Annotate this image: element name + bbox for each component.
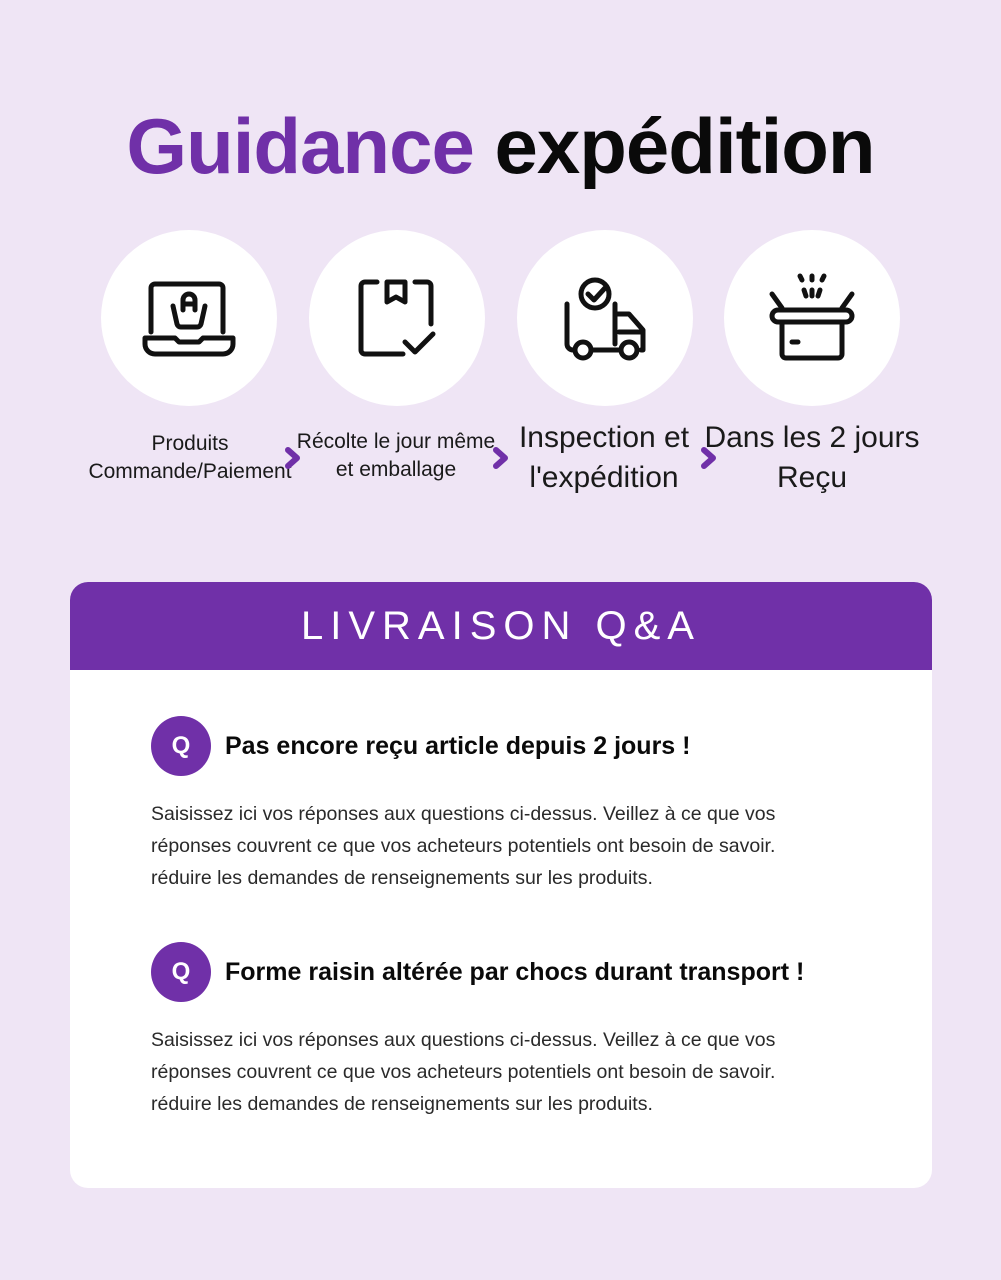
chevron-right-icon [284,447,302,469]
question-row [151,942,851,1002]
qa-item-1 [151,716,851,894]
step-2-label [285,428,507,484]
step-1-line-1: Produits [151,432,229,455]
step-3-label [504,418,704,498]
step-4-circle [724,230,900,406]
step-2-line-1: Récolte le jour même [296,430,496,453]
qa-item-2 [151,942,851,1120]
question-text: Forme raisin altérée par chocs durant transport ! [225,957,805,986]
package-check-icon [349,270,445,366]
delivery-truck-check-icon [557,270,653,366]
step-4-line-1: Dans les 2 jours [704,421,920,454]
step-4-line-2: Reçu [776,461,848,494]
answer-line: réponses couvrent ce que vos acheteurs potentiels ont besoin de savoir. [151,1061,776,1083]
chevron-right-icon [700,447,718,469]
qa-card [70,582,932,1188]
step-2-circle [309,230,485,406]
step-3-line-2: l'expédition [529,461,679,494]
answer-line: Saisissez ici vos réponses aux questions ci-dessus. Veillez à ce que vos [151,1029,776,1051]
question-row [151,716,851,776]
q-badge: Q [151,716,211,776]
question-text: Pas encore reçu article depuis 2 jours ! [225,731,691,760]
chevron-right-icon [492,447,510,469]
step-4-label [700,418,924,498]
answer-line: réduire les demandes de renseignements sur les produits. [151,1093,653,1115]
answer-text [151,798,851,894]
laptop-shopping-bag-icon [141,270,237,366]
title-accent: Guidance [126,102,474,190]
step-1-label [79,430,301,486]
step-1-circle [101,230,277,406]
step-2-line-2: et emballage [335,458,457,481]
page-title [0,98,1001,194]
answer-line: Saisissez ici vos réponses aux questions ci-dessus. Veillez à ce que vos [151,803,776,825]
step-1-line-2: Commande/Paiement [88,460,292,483]
step-3-circle [517,230,693,406]
answer-line: réponses couvrent ce que vos acheteurs potentiels ont besoin de savoir. [151,835,776,857]
answer-line: réduire les demandes de renseignements sur les produits. [151,867,653,889]
step-3-line-1: Inspection et [518,421,690,454]
qa-header [70,582,932,670]
title-rest: expédition [494,102,875,190]
answer-text [151,1024,851,1120]
qa-title: LIVRAISON Q&A [301,603,701,648]
q-badge: Q [151,942,211,1002]
open-box-icon [764,270,860,366]
